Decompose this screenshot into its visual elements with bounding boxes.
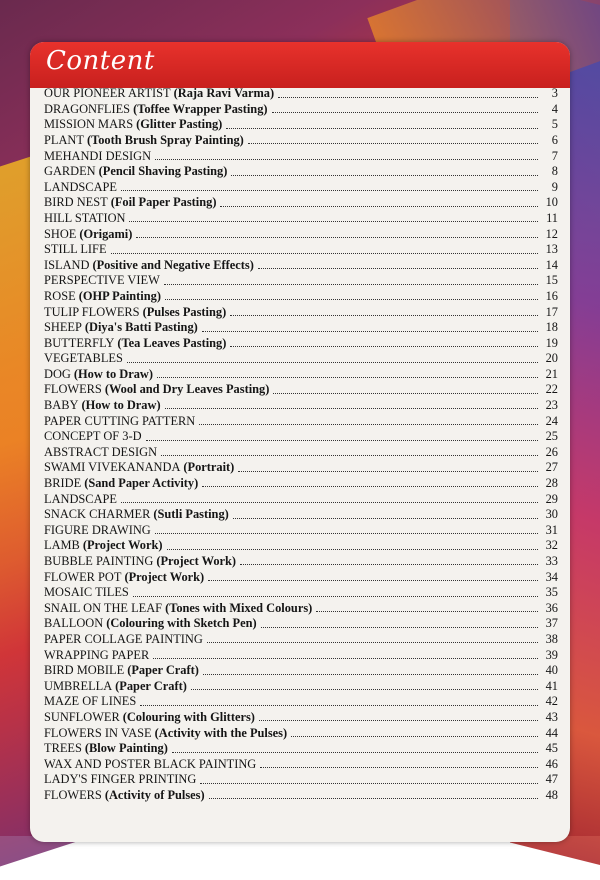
toc-entry bbox=[44, 645, 558, 661]
toc-entry-subtitle: (Origami) bbox=[79, 226, 133, 241]
toc-entry-name: WAX AND POSTER BLACK PAINTING bbox=[44, 756, 257, 771]
toc-entry-title bbox=[44, 165, 227, 177]
toc-entry-name: TREES bbox=[44, 741, 82, 756]
dot-leader bbox=[202, 331, 538, 332]
dot-leader bbox=[155, 533, 538, 534]
toc-entry bbox=[44, 661, 558, 677]
dot-leader bbox=[146, 440, 538, 441]
toc-entry-page: 39 bbox=[545, 647, 558, 662]
toc-entry-page: 18 bbox=[545, 320, 558, 335]
toc-entry bbox=[44, 193, 558, 209]
toc-entry-title bbox=[44, 571, 204, 583]
dot-leader bbox=[153, 658, 538, 659]
toc-entry-page: 8 bbox=[551, 164, 558, 179]
toc-entry-page: 7 bbox=[551, 148, 558, 163]
toc-entry-name: DRAGONFLIES bbox=[44, 101, 131, 116]
toc-entry bbox=[44, 755, 558, 771]
toc-entry bbox=[44, 146, 558, 162]
toc-entry bbox=[44, 723, 558, 739]
toc-entry-subtitle: (Colouring with Glitters) bbox=[122, 709, 255, 724]
toc-entry-name: FLOWER POT bbox=[44, 569, 122, 584]
toc-entry-page: 38 bbox=[545, 631, 558, 646]
toc-entry bbox=[44, 474, 558, 490]
toc-entry-name: DOG bbox=[44, 366, 71, 381]
toc-entry-page: 10 bbox=[545, 195, 558, 210]
toc-entry-name: BUBBLE PAINTING bbox=[44, 554, 154, 568]
toc-entry-title bbox=[44, 477, 198, 489]
toc-entry-page: 11 bbox=[546, 210, 558, 225]
toc-entry-name: FLOWERS bbox=[44, 787, 102, 802]
toc-entry-name: SHEEP bbox=[44, 320, 82, 335]
dot-leader bbox=[165, 299, 538, 300]
dot-leader bbox=[231, 175, 538, 176]
toc-entry bbox=[44, 708, 558, 724]
toc-entry-name: LANDSCAPE bbox=[44, 491, 117, 506]
toc-entry bbox=[44, 302, 558, 318]
dot-leader bbox=[172, 752, 538, 753]
toc-entry-subtitle: (Activity with the Pulses) bbox=[154, 725, 288, 740]
dot-leader bbox=[226, 128, 538, 129]
toc-entry-name: LANDSCAPE bbox=[44, 179, 117, 194]
toc-entry-name: BALLOON bbox=[44, 616, 104, 631]
toc-entry-page: 41 bbox=[545, 678, 558, 693]
toc-entry-page: 16 bbox=[545, 288, 558, 303]
dot-leader bbox=[121, 502, 538, 503]
toc-entry-title bbox=[44, 789, 205, 801]
toc-entry-page: 26 bbox=[545, 444, 558, 459]
toc-entry-name: GARDEN bbox=[44, 164, 96, 179]
toc-entry-name: ABSTRACT DESIGN bbox=[44, 444, 158, 459]
toc-entry bbox=[44, 692, 558, 708]
toc-entry-title bbox=[44, 633, 203, 645]
toc-entry-page: 19 bbox=[545, 335, 558, 350]
toc-entry bbox=[44, 443, 558, 459]
toc-entry-subtitle: (Blow Painting) bbox=[84, 741, 168, 756]
toc-entry-page: 31 bbox=[545, 522, 558, 537]
dot-leader bbox=[272, 112, 538, 113]
toc-entry bbox=[44, 786, 558, 802]
toc-entry-name: BUTTERFLY bbox=[44, 335, 115, 350]
dot-leader bbox=[278, 97, 538, 98]
toc-entry-name: STILL LIFE bbox=[44, 242, 107, 257]
dot-leader bbox=[220, 206, 538, 207]
toc-entry-name: ISLAND bbox=[44, 257, 90, 272]
toc-entry-title bbox=[44, 243, 107, 255]
toc-entry-name: SNACK CHARMER bbox=[44, 507, 151, 522]
dot-leader bbox=[165, 408, 538, 409]
toc-entry-name: MISSION MARS bbox=[44, 117, 134, 132]
toc-entry-name: BRIDE bbox=[44, 476, 82, 491]
toc-entry-title bbox=[44, 493, 117, 505]
toc-entry-title bbox=[44, 352, 123, 364]
toc-entry-title bbox=[44, 337, 226, 349]
toc-entry-page: 43 bbox=[545, 709, 558, 724]
dot-leader bbox=[203, 674, 538, 675]
toc-entry-name: WRAPPING PAPER bbox=[44, 647, 150, 662]
toc-entry-title bbox=[44, 196, 216, 208]
toc-entry-subtitle: (Paper Craft) bbox=[115, 678, 187, 693]
toc-entry-page: 40 bbox=[545, 663, 558, 678]
toc-entry bbox=[44, 770, 558, 786]
toc-entry-page: 34 bbox=[545, 569, 558, 584]
toc-entry-title bbox=[44, 586, 129, 598]
dot-leader bbox=[209, 798, 538, 799]
toc-entry-title bbox=[44, 134, 244, 146]
toc-entry bbox=[44, 599, 558, 615]
toc-entry bbox=[44, 521, 558, 537]
toc-entry-page: 42 bbox=[545, 694, 558, 709]
dot-leader bbox=[127, 362, 538, 363]
toc-entry-subtitle: (Portrait) bbox=[183, 460, 235, 475]
toc-entry bbox=[44, 334, 558, 350]
toc-entry-title bbox=[44, 649, 149, 661]
toc-entry bbox=[44, 84, 558, 100]
dot-leader bbox=[164, 284, 538, 285]
toc-entry bbox=[44, 240, 558, 256]
toc-entry bbox=[44, 271, 558, 287]
dot-leader bbox=[111, 253, 538, 254]
contents-panel bbox=[30, 42, 570, 842]
toc-entry-subtitle: (Pencil Shaving Pasting) bbox=[98, 164, 228, 179]
dot-leader bbox=[136, 237, 538, 238]
toc-entry-subtitle: (Foil Paper Pasting) bbox=[110, 195, 217, 210]
toc-entry-subtitle: (Project Work) bbox=[156, 554, 237, 568]
dot-leader bbox=[208, 580, 538, 581]
toc-entry-title bbox=[44, 87, 274, 99]
toc-entry-page: 30 bbox=[545, 507, 558, 522]
toc-entry-name: SWAMI VIVEKANANDA bbox=[44, 460, 181, 475]
dot-leader bbox=[140, 705, 538, 706]
toc-entry-subtitle: (Wool and Dry Leaves Pasting) bbox=[104, 382, 270, 397]
toc-entry-title bbox=[44, 181, 117, 193]
toc-entry-page: 28 bbox=[545, 476, 558, 491]
toc-entry-page: 13 bbox=[545, 242, 558, 257]
toc-entry-title bbox=[44, 680, 187, 692]
toc-entry-subtitle: (Activity of Pulses) bbox=[104, 787, 205, 802]
toc-entry-name: PERSPECTIVE VIEW bbox=[44, 273, 160, 288]
toc-entry-subtitle: (Toffee Wrapper Pasting) bbox=[133, 101, 268, 116]
toc-entry-page: 9 bbox=[551, 179, 558, 194]
toc-entry-subtitle: (Diya's Batti Pasting) bbox=[84, 320, 198, 335]
dot-leader bbox=[273, 393, 538, 394]
toc-entry-title bbox=[44, 290, 161, 302]
toc-entry bbox=[44, 505, 558, 521]
toc-entry-name: HILL STATION bbox=[44, 210, 126, 225]
toc-entry-name: LAMB bbox=[44, 538, 80, 553]
toc-entry-page: 35 bbox=[545, 585, 558, 600]
toc-entry-subtitle: (Positive and Negative Effects) bbox=[92, 257, 254, 272]
toc-entry-name: BIRD NEST bbox=[44, 195, 108, 210]
toc-entry-name: MOSAIC TILES bbox=[44, 585, 129, 600]
toc-entry-name: PAPER CUTTING PATTERN bbox=[44, 413, 196, 428]
toc-entry-name: SHOE bbox=[44, 226, 77, 241]
toc-entry-title bbox=[44, 150, 151, 162]
toc-entry-page: 44 bbox=[545, 725, 558, 740]
dot-leader bbox=[261, 627, 538, 628]
toc-entry-page: 21 bbox=[545, 366, 558, 381]
toc-entry-title bbox=[44, 555, 236, 567]
toc-entry-page: 29 bbox=[545, 491, 558, 506]
toc-entry-subtitle: (Paper Craft) bbox=[127, 663, 199, 678]
toc-entry-page: 33 bbox=[545, 554, 558, 568]
toc-entry-title bbox=[44, 399, 161, 411]
toc-entry-title bbox=[44, 695, 136, 707]
table-of-contents bbox=[44, 84, 558, 801]
contents-header bbox=[30, 42, 570, 88]
toc-entry bbox=[44, 567, 558, 583]
toc-entry-name: PAPER COLLAGE PAINTING bbox=[44, 631, 203, 646]
toc-entry-name: VEGETABLES bbox=[44, 351, 123, 366]
toc-entry-subtitle: (Tones with Mixed Colours) bbox=[165, 600, 313, 615]
toc-entry-title bbox=[44, 274, 160, 286]
toc-entry-page: 37 bbox=[545, 616, 558, 631]
toc-entry-name: BIRD MOBILE bbox=[44, 663, 125, 678]
toc-entry-title bbox=[44, 773, 196, 785]
dot-leader bbox=[207, 642, 538, 643]
toc-entry-title bbox=[44, 228, 132, 240]
toc-entry bbox=[44, 100, 558, 116]
toc-entry-title bbox=[44, 602, 312, 614]
toc-entry-subtitle: (Tea Leaves Pasting) bbox=[117, 335, 227, 350]
dot-leader bbox=[233, 518, 538, 519]
toc-entry-page: 24 bbox=[545, 413, 558, 428]
toc-entry-subtitle: (Raja Ravi Varma) bbox=[173, 86, 275, 101]
toc-entry bbox=[44, 458, 558, 474]
toc-entry-subtitle: (Project Work) bbox=[124, 569, 205, 584]
dot-leader bbox=[199, 424, 538, 425]
toc-entry bbox=[44, 131, 558, 147]
dot-leader bbox=[155, 159, 538, 160]
toc-entry-title bbox=[44, 368, 153, 380]
toc-entry-name: MAZE OF LINES bbox=[44, 694, 137, 709]
dot-leader bbox=[157, 377, 538, 378]
dot-leader bbox=[133, 596, 538, 597]
dot-leader bbox=[167, 549, 538, 550]
toc-entry bbox=[44, 380, 558, 396]
toc-entry-title bbox=[44, 103, 268, 115]
toc-entry-page: 32 bbox=[545, 538, 558, 553]
toc-entry-title bbox=[44, 259, 254, 271]
toc-entry-name: UMBRELLA bbox=[44, 678, 113, 693]
dot-leader bbox=[200, 783, 538, 784]
toc-entry-name: LADY'S FINGER PRINTING bbox=[44, 772, 197, 787]
toc-entry-title bbox=[44, 711, 255, 723]
toc-entry-page: 22 bbox=[545, 382, 558, 397]
dot-leader bbox=[260, 767, 538, 768]
toc-entry-subtitle: (Sand Paper Activity) bbox=[84, 476, 199, 491]
toc-entry-subtitle: (Sutli Pasting) bbox=[153, 507, 229, 522]
toc-entry-name: PLANT bbox=[44, 132, 84, 147]
toc-entry-title bbox=[44, 212, 125, 224]
toc-entry-page: 20 bbox=[545, 351, 558, 366]
dot-leader bbox=[316, 611, 538, 612]
toc-entry bbox=[44, 739, 558, 755]
dot-leader bbox=[291, 736, 538, 737]
toc-entry bbox=[44, 630, 558, 646]
toc-entry-subtitle: (Glitter Pasting) bbox=[136, 117, 223, 132]
toc-entry bbox=[44, 115, 558, 131]
toc-entry-name: SNAIL ON THE LEAF bbox=[44, 600, 163, 615]
toc-entry bbox=[44, 365, 558, 381]
toc-entry-title bbox=[44, 461, 234, 473]
toc-entry-title bbox=[44, 446, 157, 458]
toc-entry-subtitle: (How to Draw) bbox=[73, 366, 154, 381]
toc-entry-title bbox=[44, 727, 287, 739]
toc-entry-name: CONCEPT OF 3-D bbox=[44, 429, 142, 444]
toc-entry bbox=[44, 489, 558, 505]
toc-entry-page: 47 bbox=[545, 772, 558, 787]
toc-entry-title bbox=[44, 742, 168, 754]
page-title: Content bbox=[46, 46, 155, 76]
dot-leader bbox=[230, 315, 538, 316]
toc-entry-page: 27 bbox=[545, 460, 558, 475]
dot-leader bbox=[202, 486, 538, 487]
toc-entry-title bbox=[44, 508, 229, 520]
toc-entry-title bbox=[44, 415, 195, 427]
toc-entry-name: FLOWERS IN VASE bbox=[44, 725, 152, 740]
toc-entry-page: 36 bbox=[545, 600, 558, 615]
toc-entry-title bbox=[44, 539, 163, 551]
toc-entry-subtitle: (OHP Painting) bbox=[78, 288, 161, 303]
toc-entry-page: 12 bbox=[545, 226, 558, 241]
toc-entry-page: 25 bbox=[545, 429, 558, 444]
toc-entry-subtitle: (Colouring with Sketch Pen) bbox=[106, 616, 257, 631]
toc-entry bbox=[44, 396, 558, 412]
dot-leader bbox=[259, 720, 538, 721]
toc-entry-title bbox=[44, 306, 226, 318]
dot-leader bbox=[129, 221, 538, 222]
toc-entry-title bbox=[44, 383, 269, 395]
toc-entry-subtitle: (Project Work) bbox=[82, 538, 163, 553]
dot-leader bbox=[258, 268, 538, 269]
toc-entry-page: 6 bbox=[551, 132, 558, 147]
toc-entry bbox=[44, 349, 558, 365]
toc-entry-page: 15 bbox=[545, 273, 558, 288]
toc-entry-page: 14 bbox=[545, 257, 558, 272]
toc-entry-name: FLOWERS bbox=[44, 382, 102, 397]
toc-entry bbox=[44, 536, 558, 552]
dot-leader bbox=[240, 564, 538, 565]
toc-entry bbox=[44, 287, 558, 303]
toc-entry-page: 4 bbox=[551, 101, 558, 116]
toc-entry-title bbox=[44, 664, 199, 676]
toc-entry-name: BABY bbox=[44, 398, 79, 413]
toc-entry-title bbox=[44, 430, 142, 442]
dot-leader bbox=[191, 689, 538, 690]
toc-entry-name: OUR PIONEER ARTIST bbox=[44, 86, 171, 101]
toc-entry bbox=[44, 209, 558, 225]
toc-entry-title bbox=[44, 118, 222, 130]
toc-entry-page: 17 bbox=[545, 304, 558, 319]
toc-entry-name: FIGURE DRAWING bbox=[44, 522, 151, 537]
toc-entry-page: 48 bbox=[545, 787, 558, 802]
toc-entry bbox=[44, 411, 558, 427]
toc-entry bbox=[44, 552, 558, 568]
toc-entry bbox=[44, 583, 558, 599]
dot-leader bbox=[230, 346, 538, 347]
toc-entry bbox=[44, 677, 558, 693]
toc-entry-title bbox=[44, 617, 257, 629]
toc-entry-subtitle: (Tooth Brush Spray Painting) bbox=[86, 132, 244, 147]
toc-entry bbox=[44, 162, 558, 178]
toc-entry-subtitle: (How to Draw) bbox=[81, 398, 161, 413]
dot-leader bbox=[248, 143, 538, 144]
toc-entry-name: ROSE bbox=[44, 288, 76, 303]
dot-leader bbox=[161, 455, 538, 456]
toc-entry-subtitle: (Pulses Pasting) bbox=[142, 304, 227, 319]
dot-leader bbox=[121, 190, 538, 191]
toc-entry-page: 5 bbox=[551, 117, 558, 132]
toc-entry bbox=[44, 224, 558, 240]
toc-entry bbox=[44, 256, 558, 272]
toc-entry-page: 46 bbox=[545, 756, 558, 771]
toc-entry-name: TULIP FLOWERS bbox=[44, 304, 140, 319]
toc-entry bbox=[44, 614, 558, 630]
toc-entry-page: 23 bbox=[545, 398, 558, 413]
toc-entry bbox=[44, 178, 558, 194]
toc-entry-page: 45 bbox=[545, 741, 558, 756]
toc-entry-title bbox=[44, 758, 256, 770]
toc-entry bbox=[44, 427, 558, 443]
dot-leader bbox=[238, 471, 538, 472]
toc-entry-name: MEHANDI DESIGN bbox=[44, 148, 152, 163]
toc-entry bbox=[44, 318, 558, 334]
toc-entry-title bbox=[44, 524, 151, 536]
toc-entry-page: 3 bbox=[551, 86, 558, 101]
toc-entry-name: SUNFLOWER bbox=[44, 709, 120, 724]
toc-entry-title bbox=[44, 321, 198, 333]
